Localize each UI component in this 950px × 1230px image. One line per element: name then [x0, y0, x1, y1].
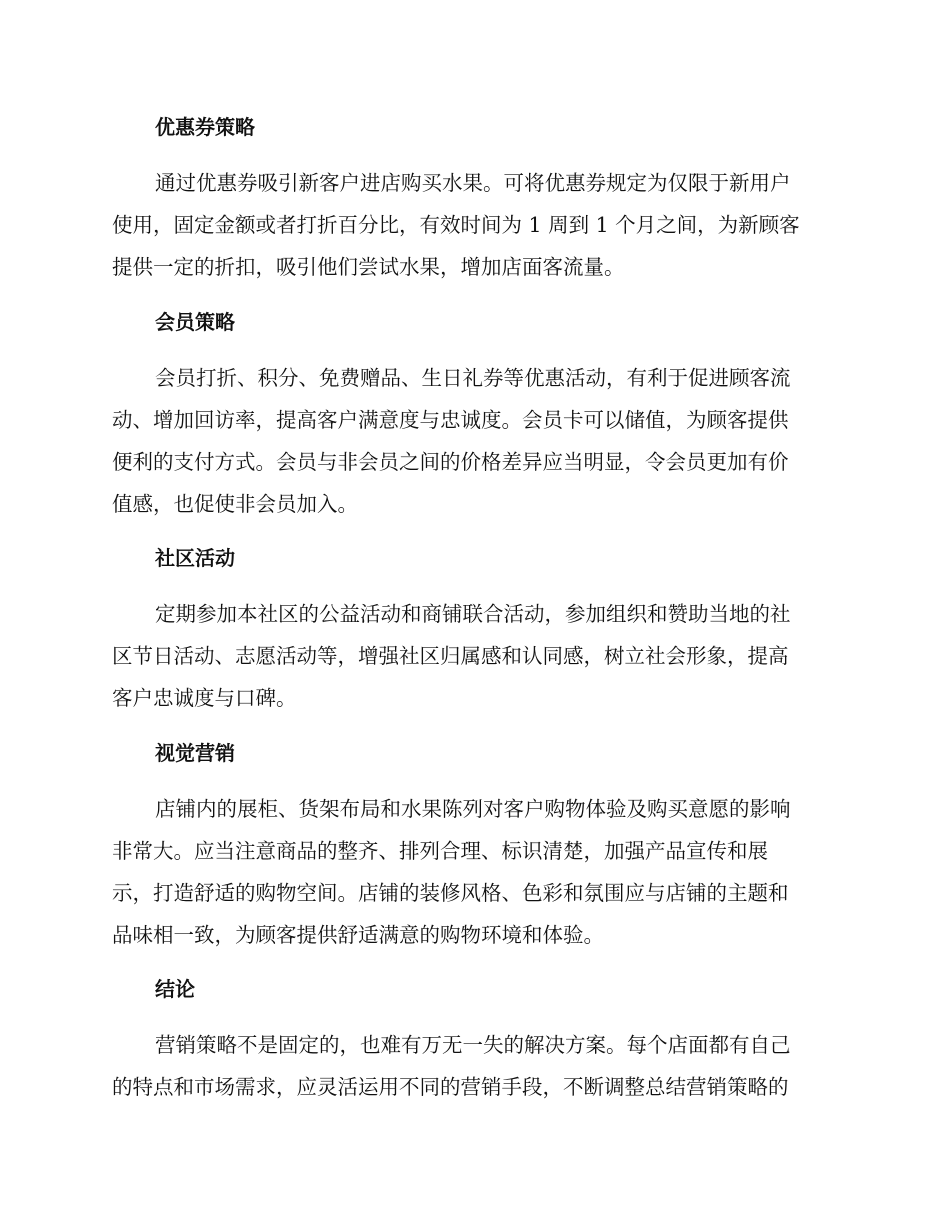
section-heading-coupon-strategy: 优惠券策略 — [155, 115, 255, 139]
paragraph-line: 提供一定的折扣，吸引他们尝试水果，增加店面客流量。 — [112, 255, 625, 279]
section-heading-conclusion: 结论 — [155, 977, 195, 1001]
paragraph-line: 营销策略不是固定的，也难有万无一失的解决方案。每个店面都有自己 — [155, 1033, 791, 1057]
section-heading-visual-marketing: 视觉营销 — [155, 741, 235, 765]
paragraph-line: 品味相一致，为顾客提供舒适满意的购物环境和体验。 — [112, 923, 604, 947]
paragraph-line: 通过优惠券吸引新客户进店购买水果。可将优惠券规定为仅限于新用户 — [155, 171, 791, 195]
paragraph-line: 动、增加回访率，提高客户满意度与忠诚度。会员卡可以储值，为顾客提供 — [112, 408, 789, 432]
paragraph-line: 使用，固定金额或者打折百分比，有效时间为 1 周到 1 个月之间，为新顾客 — [112, 213, 800, 237]
paragraph-line: 便利的支付方式。会员与非会员之间的价格差异应当明显，令会员更加有价 — [112, 450, 789, 474]
paragraph-line: 店铺内的展柜、货架布局和水果陈列对客户购物体验及购买意愿的影响 — [155, 797, 791, 821]
paragraph-line: 值感，也促使非会员加入。 — [112, 492, 358, 516]
paragraph-line: 区节日活动、志愿活动等，增强社区归属感和认同感，树立社会形象，提高 — [112, 644, 789, 668]
paragraph-line: 的特点和市场需求，应灵活运用不同的营销手段，不断调整总结营销策略的 — [112, 1075, 789, 1099]
paragraph-line: 会员打折、积分、免费赠品、生日礼券等优惠活动，有利于促进顾客流 — [155, 366, 791, 390]
paragraph-line: 客户忠诚度与口碑。 — [112, 686, 297, 710]
paragraph-line: 定期参加本社区的公益活动和商铺联合活动，参加组织和赞助当地的社 — [155, 602, 791, 626]
paragraph-line: 示，打造舒适的购物空间。店铺的装修风格、色彩和氛围应与店铺的主题和 — [112, 881, 789, 905]
section-heading-community-activities: 社区活动 — [155, 546, 235, 570]
section-heading-member-strategy: 会员策略 — [155, 310, 235, 334]
paragraph-line: 非常大。应当注意商品的整齐、排列合理、标识清楚，加强产品宣传和展 — [112, 839, 768, 863]
